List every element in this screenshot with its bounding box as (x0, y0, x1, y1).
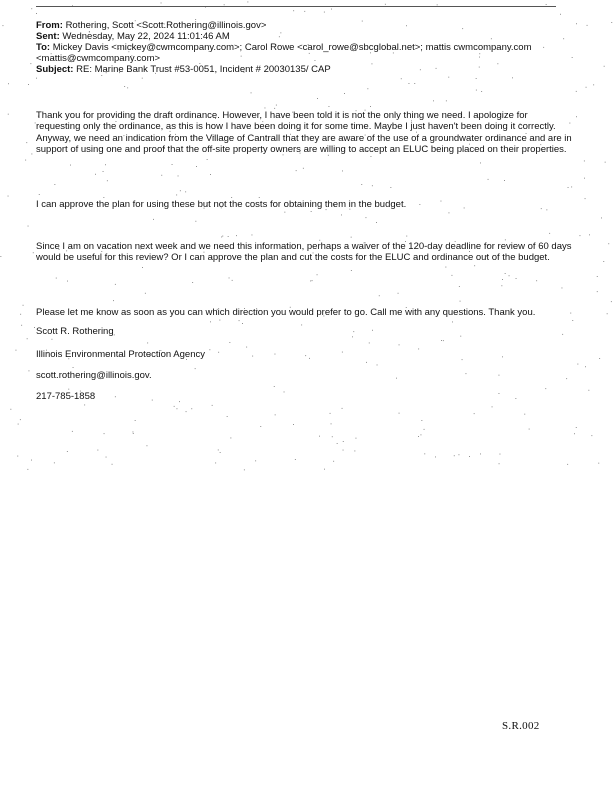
body-paragraph-3: Since I am on vacation next week and we need this information, perhaps a waiver of the 120-day deadline for review of 60 days would be useful for this review? Or I can approve the plan and cut the costs for the ELUC and ordinance out of the budget. (36, 241, 572, 264)
body-paragraph-1: Thank you for providing the draft ordinance. However, I have been told it is not the only thing we need. I apologize for requesting only the ordinance, as this is how I have been doing it for some time. Maybe I just haven't been doing it correctly. Anyway, we need an indication from the Village of Cantrall that they are aware of the use of a groundwater ordinance and are in support of using one and proof that the off-site property owners are willing to accept an ELUC being placed on their properties. (36, 110, 572, 156)
sent-row (36, 31, 576, 42)
from-row (36, 20, 576, 31)
signature-email: scott.rothering@illinois.gov. (36, 370, 152, 381)
sent-label: Sent: (36, 31, 60, 42)
from-value: Rothering, Scott <Scott.Rothering@illinois.gov> (65, 20, 267, 31)
top-rule (36, 6, 556, 7)
to-label: To: (36, 42, 51, 53)
subject-row (36, 64, 576, 75)
body-paragraph-4: Please let me know as soon as you can which direction you would prefer to go. Call me with any questions. Thank you. (36, 307, 536, 318)
to-value: Mickey Davis <mickey@cwmcompany.com>; Carol Rowe <carol_rowe@sbcglobal.net>; mattis cwmcompany.com (52, 42, 532, 53)
signature-name: Scott R. Rothering (36, 326, 114, 337)
email-header (36, 20, 576, 75)
subject-value: RE: Marine Bank Trust #53-0051, Incident # 20030135/ CAP (76, 64, 331, 75)
subject-label: Subject: (36, 64, 74, 75)
to-value-cont: <mattis@cwmcompany.com> (36, 53, 161, 64)
from-label: From: (36, 20, 63, 31)
signature-agency: Illinois Environmental Protection Agency (36, 349, 205, 360)
page-stamp: S.R.002 (502, 720, 540, 732)
to-row-continued (36, 53, 576, 64)
body-paragraph-2: I can approve the plan for using these but not the costs for obtaining them in the budget. (36, 199, 407, 210)
signature-phone: 217-785-1858 (36, 391, 96, 402)
to-row (36, 42, 576, 53)
sent-value: Wednesday, May 22, 2024 11:01:46 AM (62, 31, 230, 42)
